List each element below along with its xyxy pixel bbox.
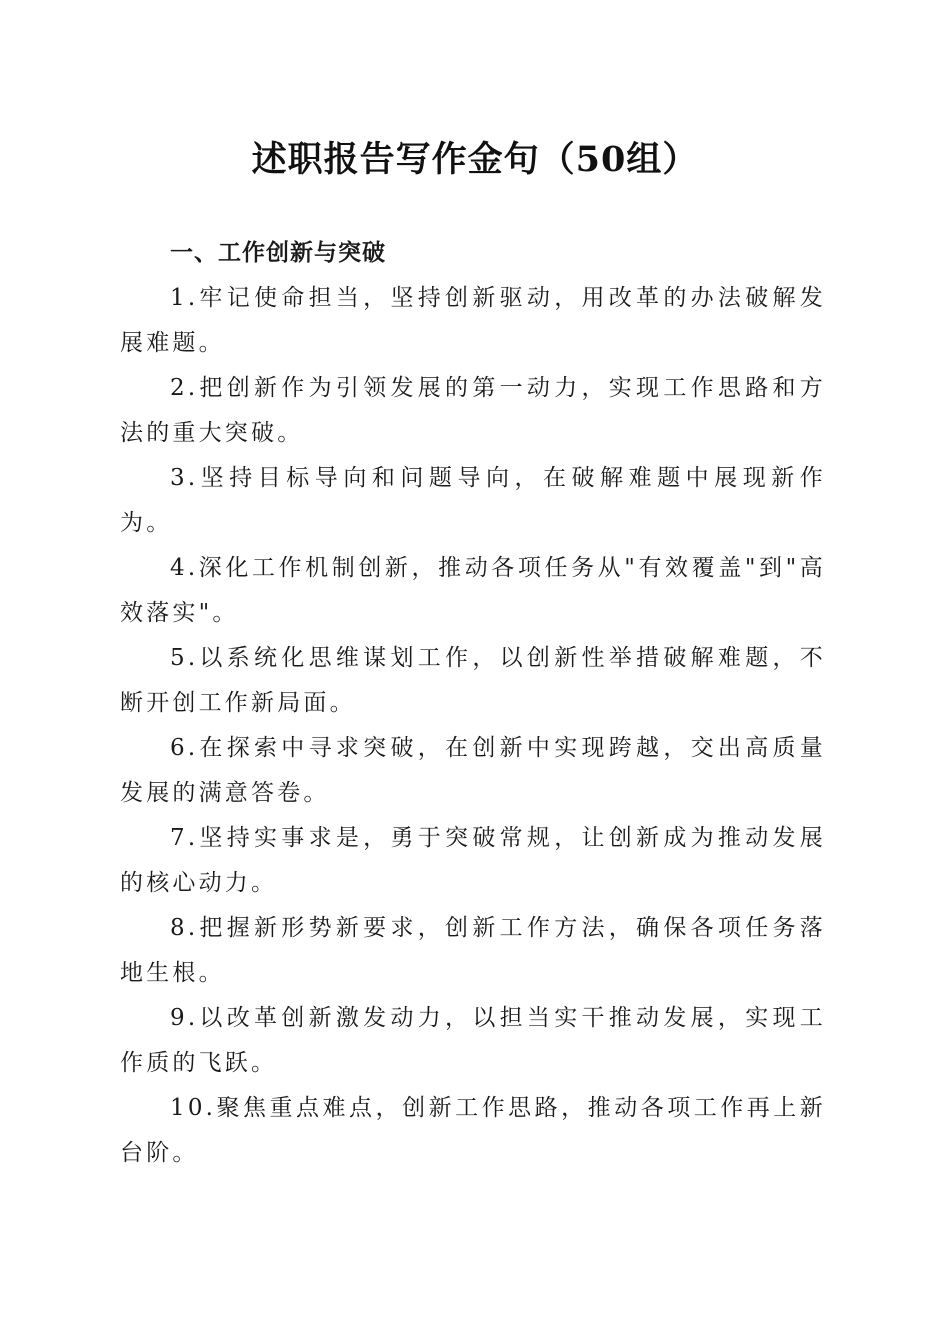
list-item: 3.坚持目标导向和问题导向，在破解难题中展现新作为。 (120, 465, 826, 536)
list-item: 7.坚持实事求是，勇于突破常规，让创新成为推动发展的核心动力。 (120, 825, 826, 896)
list-item: 9.以改革创新激发动力，以担当实干推动发展，实现工作质的飞跃。 (120, 1005, 826, 1076)
list-item: 4.深化工作机制创新，推动各项任务从"有效覆盖"到"高效落实"。 (120, 555, 826, 626)
list-item: 2.把创新作为引领发展的第一动力，实现工作思路和方法的重大突破。 (120, 375, 826, 446)
list-item: 6.在探索中寻求突破，在创新中实现跨越，交出高质量发展的满意答卷。 (120, 735, 826, 806)
document-body (120, 231, 826, 1176)
section-heading: 一、工作创新与突破 (170, 240, 386, 266)
document-title: 述职报告写作金句（50组） (251, 139, 699, 180)
list-item: 8.把握新形势新要求，创新工作方法，确保各项任务落地生根。 (120, 915, 826, 986)
list-item: 5.以系统化思维谋划工作，以创新性举措破解难题，不断开创工作新局面。 (120, 645, 826, 716)
list-item: 10.聚焦重点难点，创新工作思路，推动各项工作再上新台阶。 (120, 1095, 826, 1166)
list-item: 1.牢记使命担当，坚持创新驱动，用改革的办法破解发展难题。 (120, 285, 826, 356)
